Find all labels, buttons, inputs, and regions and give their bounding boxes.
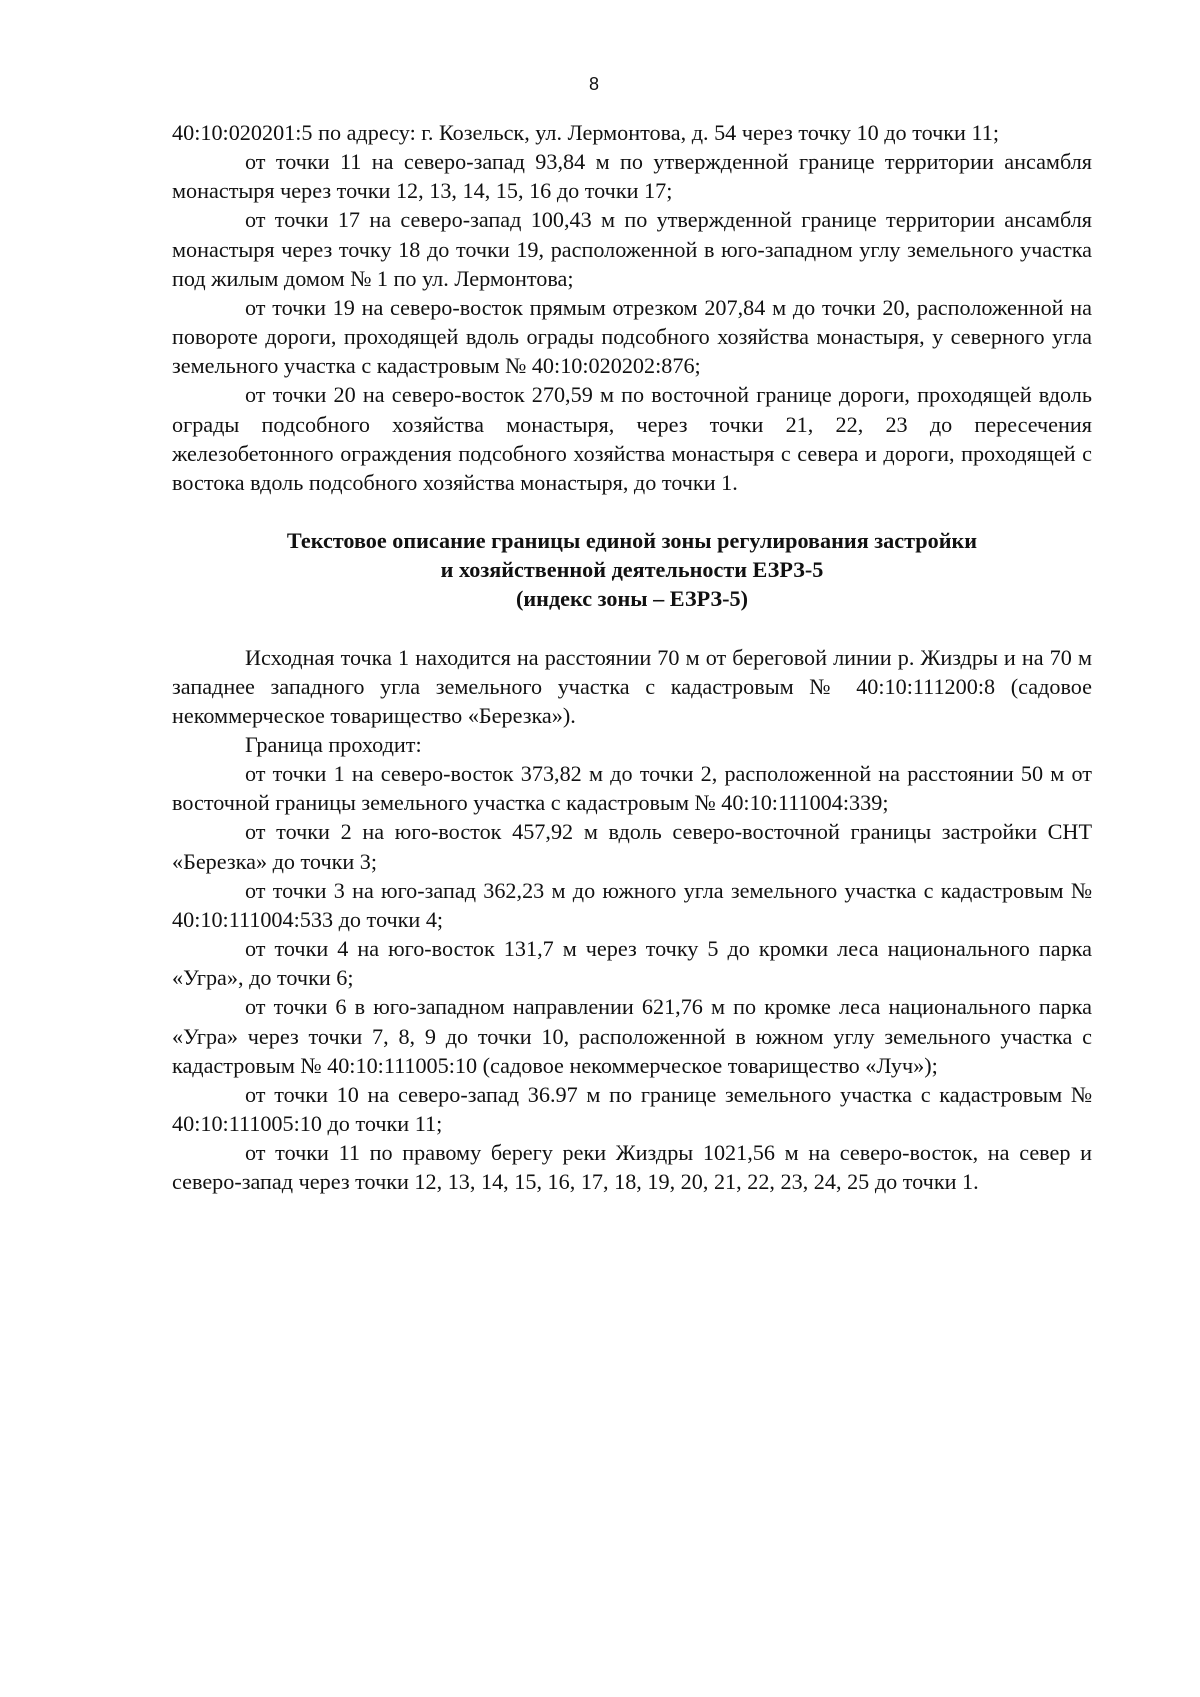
paragraph-segment-2-3: от точки 2 на юго-восток 457,92 м вдоль северо-восточной границы застройки СНТ «Березка» до точки 3; xyxy=(172,819,1092,874)
paragraph-start-point: Исходная точка 1 находится на расстоянии 70 м от береговой линии р. Жиздры и на 70 м западнее западного угла земельного участка с кадастровым № 40:10:111200:8 (садовое некоммерческое товарищество «Березка»). xyxy=(172,644,1092,728)
paragraph-segment-11-17: от точки 11 на северо-запад 93,84 м по утвержденной границе территории ансамбля монастыря через точки 12, 13, 14, 15, 16 до точки 17; xyxy=(172,149,1092,204)
page-number: 8 xyxy=(588,74,599,94)
paragraph-segment-3-4: от точки 3 на юго-запад 362,23 м до южного угла земельного участка с кадастровым № 40:10:111004:533 до точки 4; xyxy=(172,877,1092,932)
paragraph-segment-11-1: от точки 11 по правому берегу реки Жиздры 1021,56 м на северо-восток, на север и северо-запад через точки 12, 13, 14, 15, 16, 17, 18, 19, 20, 21, 22, 23, 24, 25 до точки 1. xyxy=(172,1140,1092,1195)
paragraph-segment-1-2: от точки 1 на северо-восток 373,82 м до точки 2, расположенной на расстоянии 50 м от восточной границы земельного участка с кадастровым № 40:10:111004:339; xyxy=(172,761,1092,816)
paragraph-segment-17-19: от точки 17 на северо-запад 100,43 м по утвержденной границе территории ансамбля монастыря через точку 18 до точки 19, расположенной в юго-западном углу земельного участка под жилым домом № 1 по ул. Лермонтова; xyxy=(172,207,1092,291)
paragraph-segment-20-1: от точки 20 на северо-восток 270,59 м по восточной границе дороги, проходящей вдоль ограды подсобного хозяйства монастыря, через точки 21, 22, 23 до пересечения железобетонного ограждения подсобного хозяйства монастыря с севера и дороги, проходящей с востока вдоль подсобного хозяйства монастыря, до точки 1. xyxy=(172,382,1092,495)
paragraph-segment-19-20: от точки 19 на северо-восток прямым отрезком 207,84 м до точки 20, расположенной на повороте дороги, проходящей вдоль ограды подсобного хозяйства монастыря, у северного угла земельного участка с кадастровым № 40:10:020202:876; xyxy=(172,294,1092,379)
paragraph-segment-4-6: от точки 4 на юго-восток 131,7 м через точку 5 до кромки леса национального парка «Угра», до точки 6; xyxy=(172,936,1092,991)
heading-line-2: и хозяйственной деятельности ЕЗРЗ-5 xyxy=(440,557,824,583)
paragraph-segment-6-10: от точки 6 в юго-западном направлении 621,76 м по кромке леса национального парка «Угра» через точки 7, 8, 9 до точки 10, расположенной в южном углу земельного участка с кадастровым № 40:10:111005:10 (садовое некоммерческое товарищество «Луч»); xyxy=(172,994,1092,1078)
paragraph-continuation: 40:10:020201:5 по адресу: г. Козельск, ул. Лермонтова, д. 54 через точку 10 до точки 11; xyxy=(172,120,1000,145)
heading-line-3: (индекс зоны – ЕЗРЗ-5) xyxy=(515,586,748,612)
paragraph-segment-10-11: от точки 10 на северо-запад 36.97 м по границе земельного участка с кадастровым № 40:10:111005:10 до точки 11; xyxy=(172,1081,1092,1136)
paragraph-boundary-intro: Граница проходит: xyxy=(245,731,422,757)
heading-line-1: Текстовое описание границы единой зоны регулирования застройки xyxy=(286,528,978,554)
section-heading xyxy=(172,526,1092,613)
document-body xyxy=(172,118,1092,1196)
